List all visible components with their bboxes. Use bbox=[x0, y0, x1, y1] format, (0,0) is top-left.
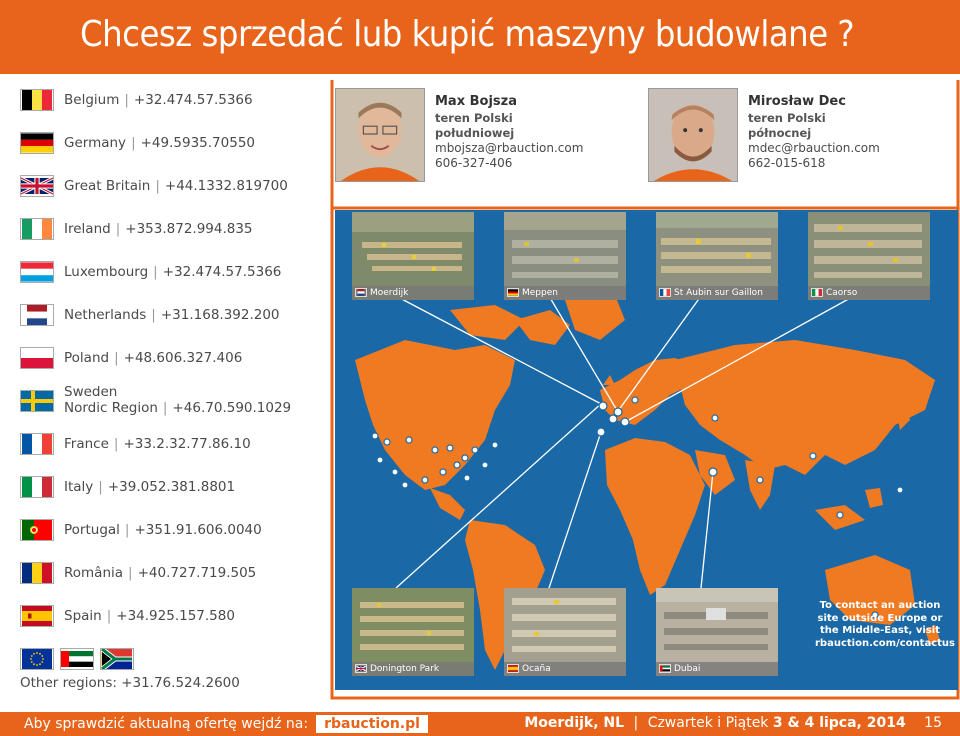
country-name: Netherlands bbox=[64, 307, 147, 323]
country-name: Portugal bbox=[64, 522, 120, 538]
country-name: România bbox=[64, 565, 124, 581]
country-sweden: Sweden Nordic Region | +46.70.590.1029 bbox=[20, 384, 291, 416]
site-label: St Aubin sur Gaillon bbox=[674, 288, 763, 298]
header-banner bbox=[0, 0, 960, 74]
other-regions-phone: Other regions: +31.76.524.2600 bbox=[20, 675, 240, 691]
country-name: Spain bbox=[64, 608, 102, 624]
country-name: France bbox=[64, 436, 109, 452]
country-name: Ireland bbox=[64, 221, 111, 237]
country-romania: România | +40.727.719.505 bbox=[20, 562, 256, 584]
country-phone: +40.727.719.505 bbox=[137, 565, 257, 581]
country-phone: +48.606.327.406 bbox=[123, 350, 243, 366]
country-phone: +39.052.381.8801 bbox=[107, 479, 236, 495]
flag-sweden-icon bbox=[20, 390, 54, 412]
footer-date: 3 & 4 lipca, 2014 bbox=[772, 715, 906, 731]
country-phone: +351.91.606.0040 bbox=[134, 522, 262, 538]
flag-france-icon bbox=[20, 433, 54, 455]
country-phone: +32.474.57.5366 bbox=[133, 92, 253, 108]
contact-photo bbox=[335, 88, 425, 182]
site-label: Dubai bbox=[674, 664, 701, 674]
contact-region: teren Polski południowej bbox=[435, 110, 515, 140]
country-region: Nordic Region bbox=[64, 400, 158, 416]
flag-romania-icon bbox=[20, 562, 54, 584]
other-region-flags bbox=[20, 648, 134, 670]
flag-portugal-icon bbox=[20, 519, 54, 541]
flag-south-africa-icon bbox=[100, 648, 134, 670]
site-label: Ocaña bbox=[522, 664, 551, 674]
site-label: Meppen bbox=[522, 288, 558, 298]
page-title: Chcesz sprzedać lub kupić maszyny budowlane ? bbox=[80, 14, 855, 55]
footer-event-info: Moerdijk, NL | Czwartek i Piątek 3 & 4 lipca, 2014 15 bbox=[524, 715, 942, 731]
country-spain: Spain | +34.925.157.580 bbox=[20, 605, 235, 627]
country-name: Luxembourg bbox=[64, 264, 149, 280]
country-phone: +46.70.590.1029 bbox=[172, 400, 292, 416]
world-map bbox=[335, 210, 958, 690]
footer-cta: Aby sprawdzić aktualną ofertę wejdź na: bbox=[24, 716, 309, 732]
flag-ireland-icon bbox=[20, 218, 54, 240]
country-france: France | +33.2.32.77.86.10 bbox=[20, 433, 251, 455]
country-portugal: Portugal | +351.91.606.0040 bbox=[20, 519, 262, 541]
country-netherlands: Netherlands | +31.168.392.200 bbox=[20, 304, 280, 326]
country-phone: +32.474.57.5366 bbox=[162, 264, 282, 280]
contact-region: teren Polski północnej bbox=[748, 110, 826, 140]
country-phone: +44.1332.819700 bbox=[164, 178, 288, 194]
flag-germany-icon bbox=[20, 132, 54, 154]
country-name: Great Britain bbox=[64, 178, 151, 194]
contact-email[interactable]: mbojsza@rbauction.com bbox=[435, 140, 584, 155]
footer-date-prefix: Czwartek i Piątek bbox=[647, 715, 769, 731]
contact-phone: 606-327-406 bbox=[435, 156, 513, 171]
site-photo-caorso bbox=[808, 212, 930, 300]
flag-uae-icon bbox=[60, 648, 94, 670]
contact-photo bbox=[648, 88, 738, 182]
site-label: Moerdijk bbox=[370, 288, 409, 298]
site-photo-donington-park bbox=[352, 588, 474, 676]
flag-great-britain-icon bbox=[20, 175, 54, 197]
country-phone: +49.5935.70550 bbox=[140, 135, 255, 151]
flag-eu-icon bbox=[20, 648, 54, 670]
site-photo-ocana bbox=[504, 588, 626, 676]
flag-netherlands-icon bbox=[20, 304, 54, 326]
contact-email[interactable]: mdec@rbauction.com bbox=[748, 140, 880, 155]
country-poland: Poland | +48.606.327.406 bbox=[20, 347, 242, 369]
country-name: Sweden bbox=[64, 384, 118, 400]
contact-phone: 662-015-618 bbox=[748, 156, 826, 171]
country-luxembourg: Luxembourg | +32.474.57.5366 bbox=[20, 261, 281, 283]
country-phone: +34.925.157.580 bbox=[116, 608, 235, 624]
country-name: Germany bbox=[64, 135, 127, 151]
footer-bar bbox=[0, 712, 960, 736]
country-ireland: Ireland | +353.872.994.835 bbox=[20, 218, 253, 240]
country-great-britain: Great Britain | +44.1332.819700 bbox=[20, 175, 288, 197]
footer-url-link[interactable]: rbauction.pl bbox=[316, 715, 428, 733]
flag-belgium-icon bbox=[20, 89, 54, 111]
site-photo-moerdijk bbox=[352, 212, 474, 300]
country-name: Poland bbox=[64, 350, 110, 366]
flag-poland-icon bbox=[20, 347, 54, 369]
contact-name: Max Bojsza bbox=[435, 94, 517, 109]
site-label: Caorso bbox=[826, 288, 858, 298]
country-name: Italy bbox=[64, 479, 94, 495]
footer-location: Moerdijk, NL bbox=[524, 715, 625, 731]
contact-name: Mirosław Dec bbox=[748, 94, 846, 109]
country-germany: Germany | +49.5935.70550 bbox=[20, 132, 255, 154]
flag-spain-icon bbox=[20, 605, 54, 627]
flag-luxembourg-icon bbox=[20, 261, 54, 283]
site-label: Donington Park bbox=[370, 664, 440, 674]
page-number: 15 bbox=[924, 715, 942, 731]
country-phone: +31.168.392.200 bbox=[160, 307, 280, 323]
site-photo-dubai bbox=[656, 588, 778, 676]
contact-note: To contact an auction site outside Europe or the Middle-East, visit rbauction.com/contactus bbox=[815, 600, 955, 649]
country-name: Belgium bbox=[64, 92, 120, 108]
flag-italy-icon bbox=[20, 476, 54, 498]
site-photo-st-aubin bbox=[656, 212, 778, 300]
site-photo-meppen bbox=[504, 212, 626, 300]
country-phone: +33.2.32.77.86.10 bbox=[123, 436, 251, 452]
country-belgium: Belgium | +32.474.57.5366 bbox=[20, 89, 253, 111]
country-italy: Italy | +39.052.381.8801 bbox=[20, 476, 235, 498]
country-phone: +353.872.994.835 bbox=[125, 221, 253, 237]
